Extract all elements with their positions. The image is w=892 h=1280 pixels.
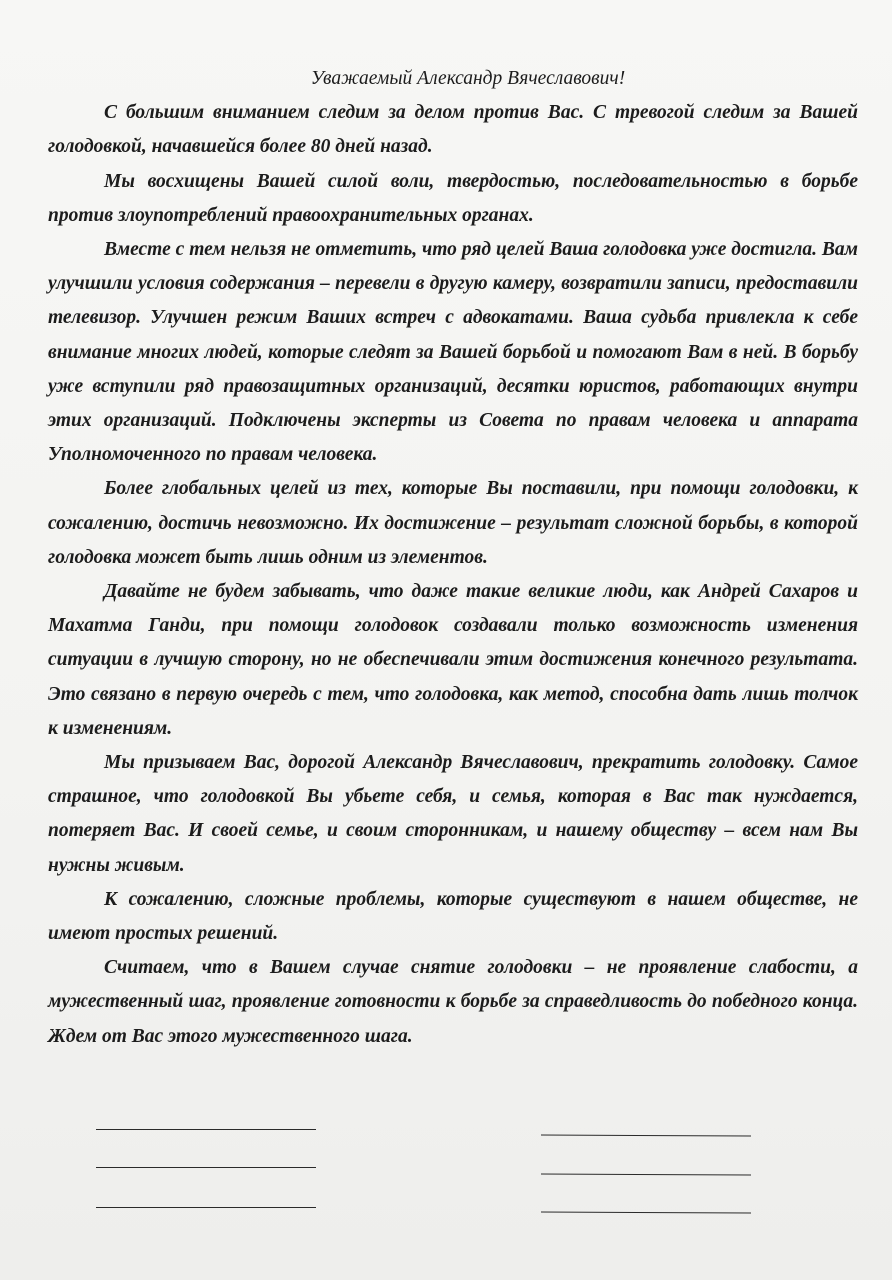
letter-paragraph-4: Более глобальных целей из тех, которые Вы поставили, при помощи голодовки, к сожалению, достичь невозможно. Их достижение – результат сложной борьбы, в которой голодовка может быть лишь одним из элементов. [48, 478, 858, 568]
letter-paragraph-3: Вместе с тем нельзя не отметить, что ряд целей Ваша голодовка уже достигла. Вам улучшили условия содержания – перевели в другую камеру, возвратили записи, предоставили телевизор. Улучшен режим Ваших встреч с адвокатами. Ваша судьба привлекла к себе внимание многих людей, которые следят за Вашей борьбой и помогают Вам в ней. В борьбу уже вступили ряд правозащитных организаций, десятки юристов, работающих внутри этих организаций. Подключены эксперты из Совета по правам человека и аппарата Уполномоченного по правам человека. [48, 239, 858, 466]
signature-line-left-2 [96, 1167, 316, 1168]
letter-body [48, 62, 858, 1054]
letter-paragraph-7: К сожалению, сложные проблемы, которые существуют в нашем обществе, не имеют простых решений. [48, 888, 858, 945]
letter-paragraph-1: С большим вниманием следим за делом против Вас. С тревогой следим за Вашей голодовкой, начавшейся более 80 дней назад. [48, 102, 858, 158]
letter-paragraph-6: Мы призываем Вас, дорогой Александр Вячеславович, прекратить голодовку. Самое страшное, что голодовкой Вы убьете себя, и семья, которая в Вас так нуждается, потеряет Вас. И своей семье, и своим сторонникам, и нашему обществу – всем нам Вы нужны живым. [48, 752, 858, 876]
signature-line-left-1 [96, 1129, 316, 1130]
signature-line-right-2 [541, 1173, 751, 1175]
letter-salutation: Уважаемый Александр Вячеславович! [310, 68, 626, 89]
letter-paragraph-2: Мы восхищены Вашей силой воли, твердостью, последовательностью в борьбе против злоупотреблений правоохранительных органах. [48, 170, 858, 226]
signature-line-right-1 [541, 1134, 751, 1136]
signature-line-right-3 [541, 1211, 751, 1213]
signature-line-left-3 [96, 1207, 316, 1208]
letter-paragraph-5: Давайте не будем забывать, что даже такие великие люди, как Андрей Сахаров и Махатма Ганди, при помощи голодовок создавали только возможность изменения ситуации в лучшую сторону, но не обеспечивали этим достижения конечного результата. Это связано в первую очередь с тем, что голодовка, как метод, способна дать лишь толчок к изменениям. [48, 581, 858, 739]
letter-paragraph-8: Считаем, что в Вашем случае снятие голодовки – не проявление слабости, а мужественный шаг, проявление готовности к борьбе за справедливость до победного конца. Ждем от Вас этого мужественного шага. [48, 957, 858, 1047]
